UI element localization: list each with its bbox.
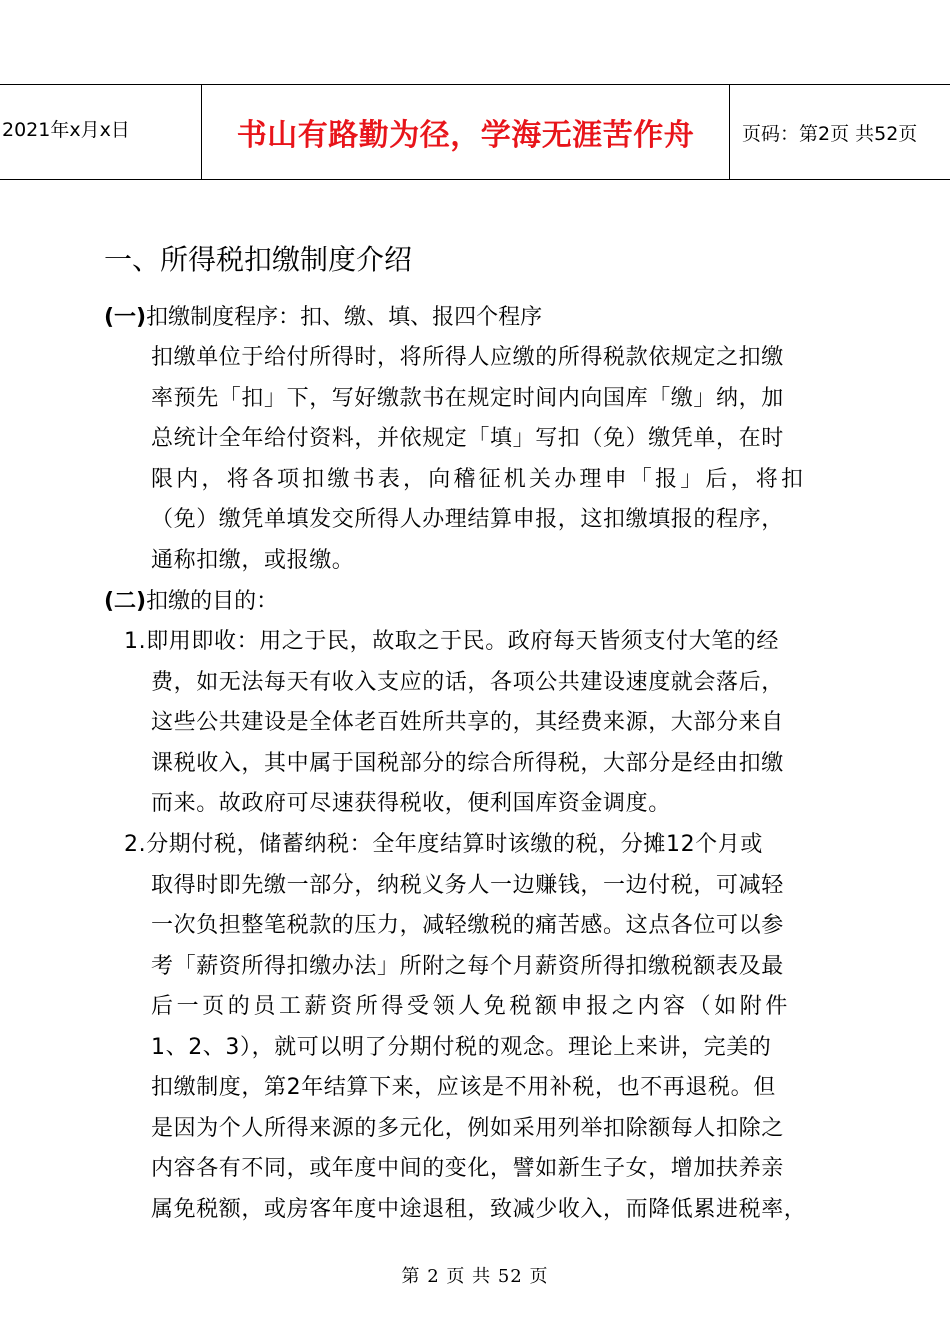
paragraph-line: 总统计全年给付资料，并依规定「填」写扣（免）缴凭单，在时 — [151, 426, 784, 451]
header-page-info: 页码：第2页 共52页 — [742, 122, 918, 145]
list-item-line: 1.即用即收：用之于民，故取之于民。政府每天皆须支付大笔的经 — [124, 629, 779, 654]
page-footer: 第 2 页 共 52 页 — [401, 1266, 549, 1287]
paragraph-line: （免）缴凭单填发交所得人办理结算申报，这扣缴填报的程序， — [151, 507, 784, 532]
header-date: 2021年x月x日 — [0, 85, 202, 179]
paragraph-line: 率预先「扣」下，写好缴款书在规定时间内向国库「缴」纳，加 — [151, 386, 784, 411]
list-item-line: 取得时即先缴一部分，纳税义务人一边赚钱，一边付税，可减轻 — [151, 873, 784, 898]
subsection-number: (一) — [104, 305, 147, 330]
page-header — [0, 84, 950, 180]
header-motto: 书山有路勤为径，学海无涯苦作舟 — [202, 85, 730, 179]
list-item-line: 费，如无法每天有收入支应的话，各项公共建设速度就会落后， — [151, 670, 784, 695]
list-item-line: 考「薪资所得扣缴办法」所附之每个月薪资所得扣缴税额表及最 — [151, 954, 784, 979]
paragraph-line: 扣缴单位于给付所得时，将所得人应缴的所得税款依规定之扣缴 — [151, 345, 784, 370]
list-item-line: 2.分期付税，储蓄纳税：全年度结算时该缴的税，分摊12个月或 — [124, 832, 763, 857]
list-item-line: 内容各有不同，或年度中间的变化，譬如新生子女，增加扶养亲 — [151, 1156, 784, 1181]
list-item-line: 一次负担整笔税款的压力，减轻缴税的痛苦感。这点各位可以参 — [151, 913, 784, 938]
subsection-heading — [104, 298, 542, 338]
list-item-line: 后一页的员工薪资所得受领人免税额申报之内容（如附件 — [151, 994, 792, 1019]
section-title: 一、所得税扣缴制度介绍 — [104, 243, 413, 276]
list-item-line: 属免税额，或房客年度中途退租，致减少收入，而降低累进税率， — [151, 1197, 807, 1222]
subsection-number: (二) — [104, 589, 147, 614]
subsection-heading — [104, 582, 278, 622]
list-item-line: 这些公共建设是全体老百姓所共享的，其经费来源，大部分来自 — [151, 710, 784, 735]
list-item-line: 而来。故政府可尽速获得税收，便利国库资金调度。 — [151, 791, 671, 816]
list-item-line: 1、2、3），就可以明了分期付税的观念。理论上来讲，完美的 — [151, 1035, 772, 1060]
subsection-title: 扣缴制度程序：扣、缴、填、报四个程序 — [146, 305, 543, 330]
subsection-title: 扣缴的目的： — [146, 589, 279, 614]
list-item-line: 课税收入，其中属于国税部分的综合所得税，大部分是经由扣缴 — [151, 751, 784, 776]
list-item-line: 是因为个人所得来源的多元化，例如采用列举扣除额每人扣除之 — [151, 1116, 784, 1141]
paragraph-line: 通称扣缴，或报缴。 — [151, 548, 355, 573]
paragraph-line: 限内，将各项扣缴书表，向稽征机关办理申「报」后，将扣 — [151, 467, 807, 492]
list-item-line: 扣缴制度，第2年结算下来，应该是不用补税，也不再退税。但 — [151, 1075, 776, 1100]
